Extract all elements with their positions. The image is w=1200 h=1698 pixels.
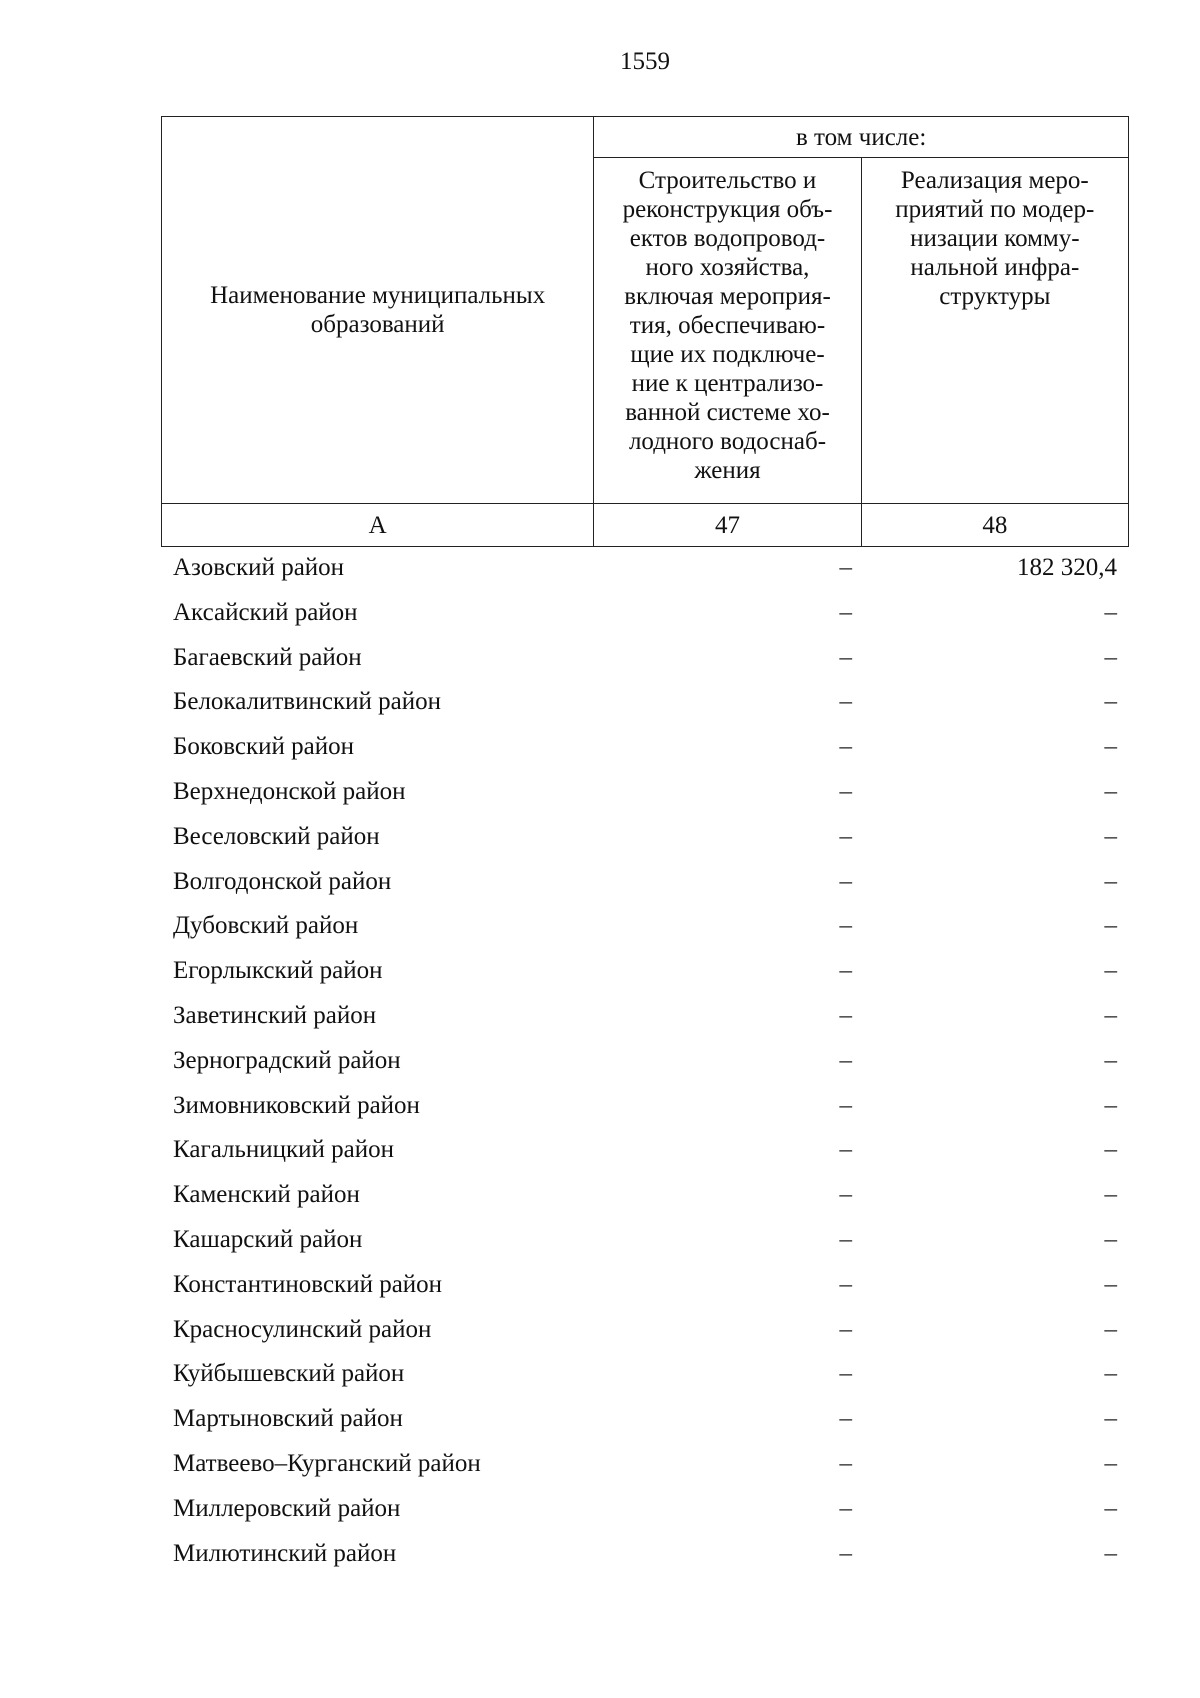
value-col-48: –	[1104, 598, 1117, 626]
header-col-48	[861, 158, 1128, 504]
value-col-48: –	[1104, 1181, 1117, 1209]
table-row	[161, 949, 1129, 994]
municipality-name: Боковский район	[173, 733, 354, 761]
header-col-47-line: Строительство и	[638, 167, 817, 194]
value-col-47: –	[839, 912, 852, 940]
header-col-48-line: структуры	[939, 283, 1051, 310]
municipality-name: Веселовский район	[173, 822, 380, 850]
value-col-47: –	[839, 688, 852, 716]
header-num-48: 48	[861, 504, 1128, 547]
table-row	[161, 770, 1129, 815]
value-col-48: –	[1104, 1091, 1117, 1119]
municipality-name: Кашарский район	[173, 1225, 363, 1253]
value-col-47: –	[839, 822, 852, 850]
municipality-name: Константиновский район	[173, 1270, 443, 1298]
municipality-name: Волгодонской район	[173, 867, 392, 895]
municipality-name: Миллеровский район	[173, 1494, 401, 1522]
value-col-47: –	[839, 1091, 852, 1119]
municipality-name: Аксайский район	[173, 598, 358, 626]
municipality-name: Заветинский район	[173, 1001, 377, 1029]
header-col-48-line: приятий по модер-	[895, 196, 1095, 223]
municipality-name: Милютинский район	[173, 1539, 397, 1567]
table-row	[161, 1397, 1129, 1442]
municipality-name: Багаевский район	[173, 643, 362, 671]
municipality-name: Матвеево–Курганский район	[173, 1449, 481, 1477]
value-col-48: –	[1104, 1225, 1117, 1253]
header-col-47-line: ванной системе хо-	[625, 399, 830, 426]
value-col-47: –	[839, 1270, 852, 1298]
header-group-label: в том числе:	[796, 123, 927, 151]
value-col-47: –	[839, 1181, 852, 1209]
table-row	[161, 1532, 1129, 1577]
value-col-48: –	[1104, 1270, 1117, 1298]
value-col-47: –	[839, 598, 852, 626]
header-col-47-line: жения	[694, 457, 761, 484]
header-col-47-line: ектов водопровод-	[629, 225, 826, 252]
value-col-47: –	[839, 777, 852, 805]
value-col-47: –	[839, 1001, 852, 1029]
value-col-47: –	[839, 1136, 852, 1164]
value-col-48: –	[1104, 1539, 1117, 1567]
value-col-47: –	[839, 1449, 852, 1477]
value-col-48: –	[1104, 777, 1117, 805]
table-row	[161, 994, 1129, 1039]
value-col-48: –	[1104, 1360, 1117, 1388]
municipality-name: Дубовский район	[173, 912, 359, 940]
value-col-47: –	[839, 867, 852, 895]
table-row	[161, 1084, 1129, 1129]
header-municipality-label: Наименование муниципальных образований	[210, 282, 546, 338]
value-col-48: –	[1104, 822, 1117, 850]
municipality-name: Куйбышевский район	[173, 1360, 405, 1388]
value-col-47: –	[839, 1046, 852, 1074]
header-col-47-line: ного хозяйства,	[645, 254, 810, 281]
value-col-47: –	[839, 554, 852, 581]
header-col-47-line: тия, обеспечиваю-	[629, 312, 826, 339]
value-col-48: –	[1104, 1405, 1117, 1433]
value-col-48: –	[1104, 688, 1117, 716]
table-row	[161, 1218, 1129, 1263]
table-row	[161, 1352, 1129, 1397]
municipality-name: Зерноградский район	[173, 1046, 401, 1074]
table-row	[161, 636, 1129, 681]
header-num-47: 47	[594, 504, 861, 547]
value-col-47: –	[839, 1315, 852, 1343]
value-col-47: –	[839, 1405, 852, 1433]
header-col-48-line: нальной инфра-	[910, 254, 1080, 281]
value-col-48: –	[1104, 1449, 1117, 1477]
table-header	[161, 116, 1129, 547]
header-col-47	[594, 158, 861, 504]
table-row	[161, 591, 1129, 636]
header-col-48-line: Реализация меро-	[900, 167, 1089, 194]
table-row	[161, 680, 1129, 725]
header-col-48-line: низации комму-	[910, 225, 1080, 252]
header-col-47-line: реконструкция объ-	[622, 196, 833, 223]
value-col-48: –	[1104, 1315, 1117, 1343]
municipality-name: Егорлыкский район	[173, 957, 383, 985]
value-col-48: –	[1104, 1136, 1117, 1164]
value-col-48: –	[1104, 1494, 1117, 1522]
table-row	[161, 725, 1129, 770]
header-col-47-text	[600, 166, 854, 485]
value-col-47: –	[839, 1539, 852, 1567]
value-col-48: –	[1104, 912, 1117, 940]
municipality-name: Мартыновский район	[173, 1405, 403, 1433]
data-rows	[161, 546, 1129, 1576]
header-num-a: А	[162, 504, 594, 547]
value-col-48: –	[1104, 957, 1117, 985]
value-col-48: –	[1104, 1001, 1117, 1029]
municipality-name: Кагальницкий район	[173, 1136, 395, 1164]
header-col-47-line: лодного водоснаб-	[628, 428, 827, 455]
value-col-47: –	[839, 1494, 852, 1522]
table-row	[161, 1487, 1129, 1532]
table-row	[161, 815, 1129, 860]
table-row	[161, 1128, 1129, 1173]
header-col-47-line: ние к централизо-	[631, 370, 824, 397]
value-col-48: –	[1104, 643, 1117, 671]
value-col-47: –	[839, 643, 852, 671]
municipality-name: Белокалитвинский район	[173, 688, 441, 716]
value-col-48: –	[1104, 1046, 1117, 1074]
municipality-name: Зимовниковский район	[173, 1091, 420, 1119]
page-number: 1559	[620, 48, 670, 75]
table-row	[161, 1173, 1129, 1218]
municipality-name: Каменский район	[173, 1181, 360, 1209]
header-group-including	[594, 117, 1129, 158]
value-col-47: –	[839, 733, 852, 761]
value-col-47: –	[839, 1360, 852, 1388]
header-col-48-text	[868, 166, 1122, 311]
value-col-47: –	[839, 957, 852, 985]
value-col-47: –	[839, 1225, 852, 1253]
value-col-48: 182 320,4	[1017, 554, 1117, 581]
municipality-name: Верхнедонской район	[173, 777, 406, 805]
table-row	[161, 1442, 1129, 1487]
table-row	[161, 546, 1129, 591]
table-row	[161, 1263, 1129, 1308]
municipality-name: Красносулинский район	[173, 1315, 432, 1343]
table-row	[161, 904, 1129, 949]
table-row	[161, 1308, 1129, 1353]
header-municipality-name	[162, 117, 594, 504]
municipality-name: Азовский район	[173, 554, 345, 581]
table-row	[161, 1039, 1129, 1084]
value-col-48: –	[1104, 733, 1117, 761]
header-col-47-line: щие их подключе-	[630, 341, 825, 368]
header-col-47-line: включая мероприя-	[624, 283, 831, 310]
value-col-48: –	[1104, 867, 1117, 895]
table-row	[161, 860, 1129, 905]
